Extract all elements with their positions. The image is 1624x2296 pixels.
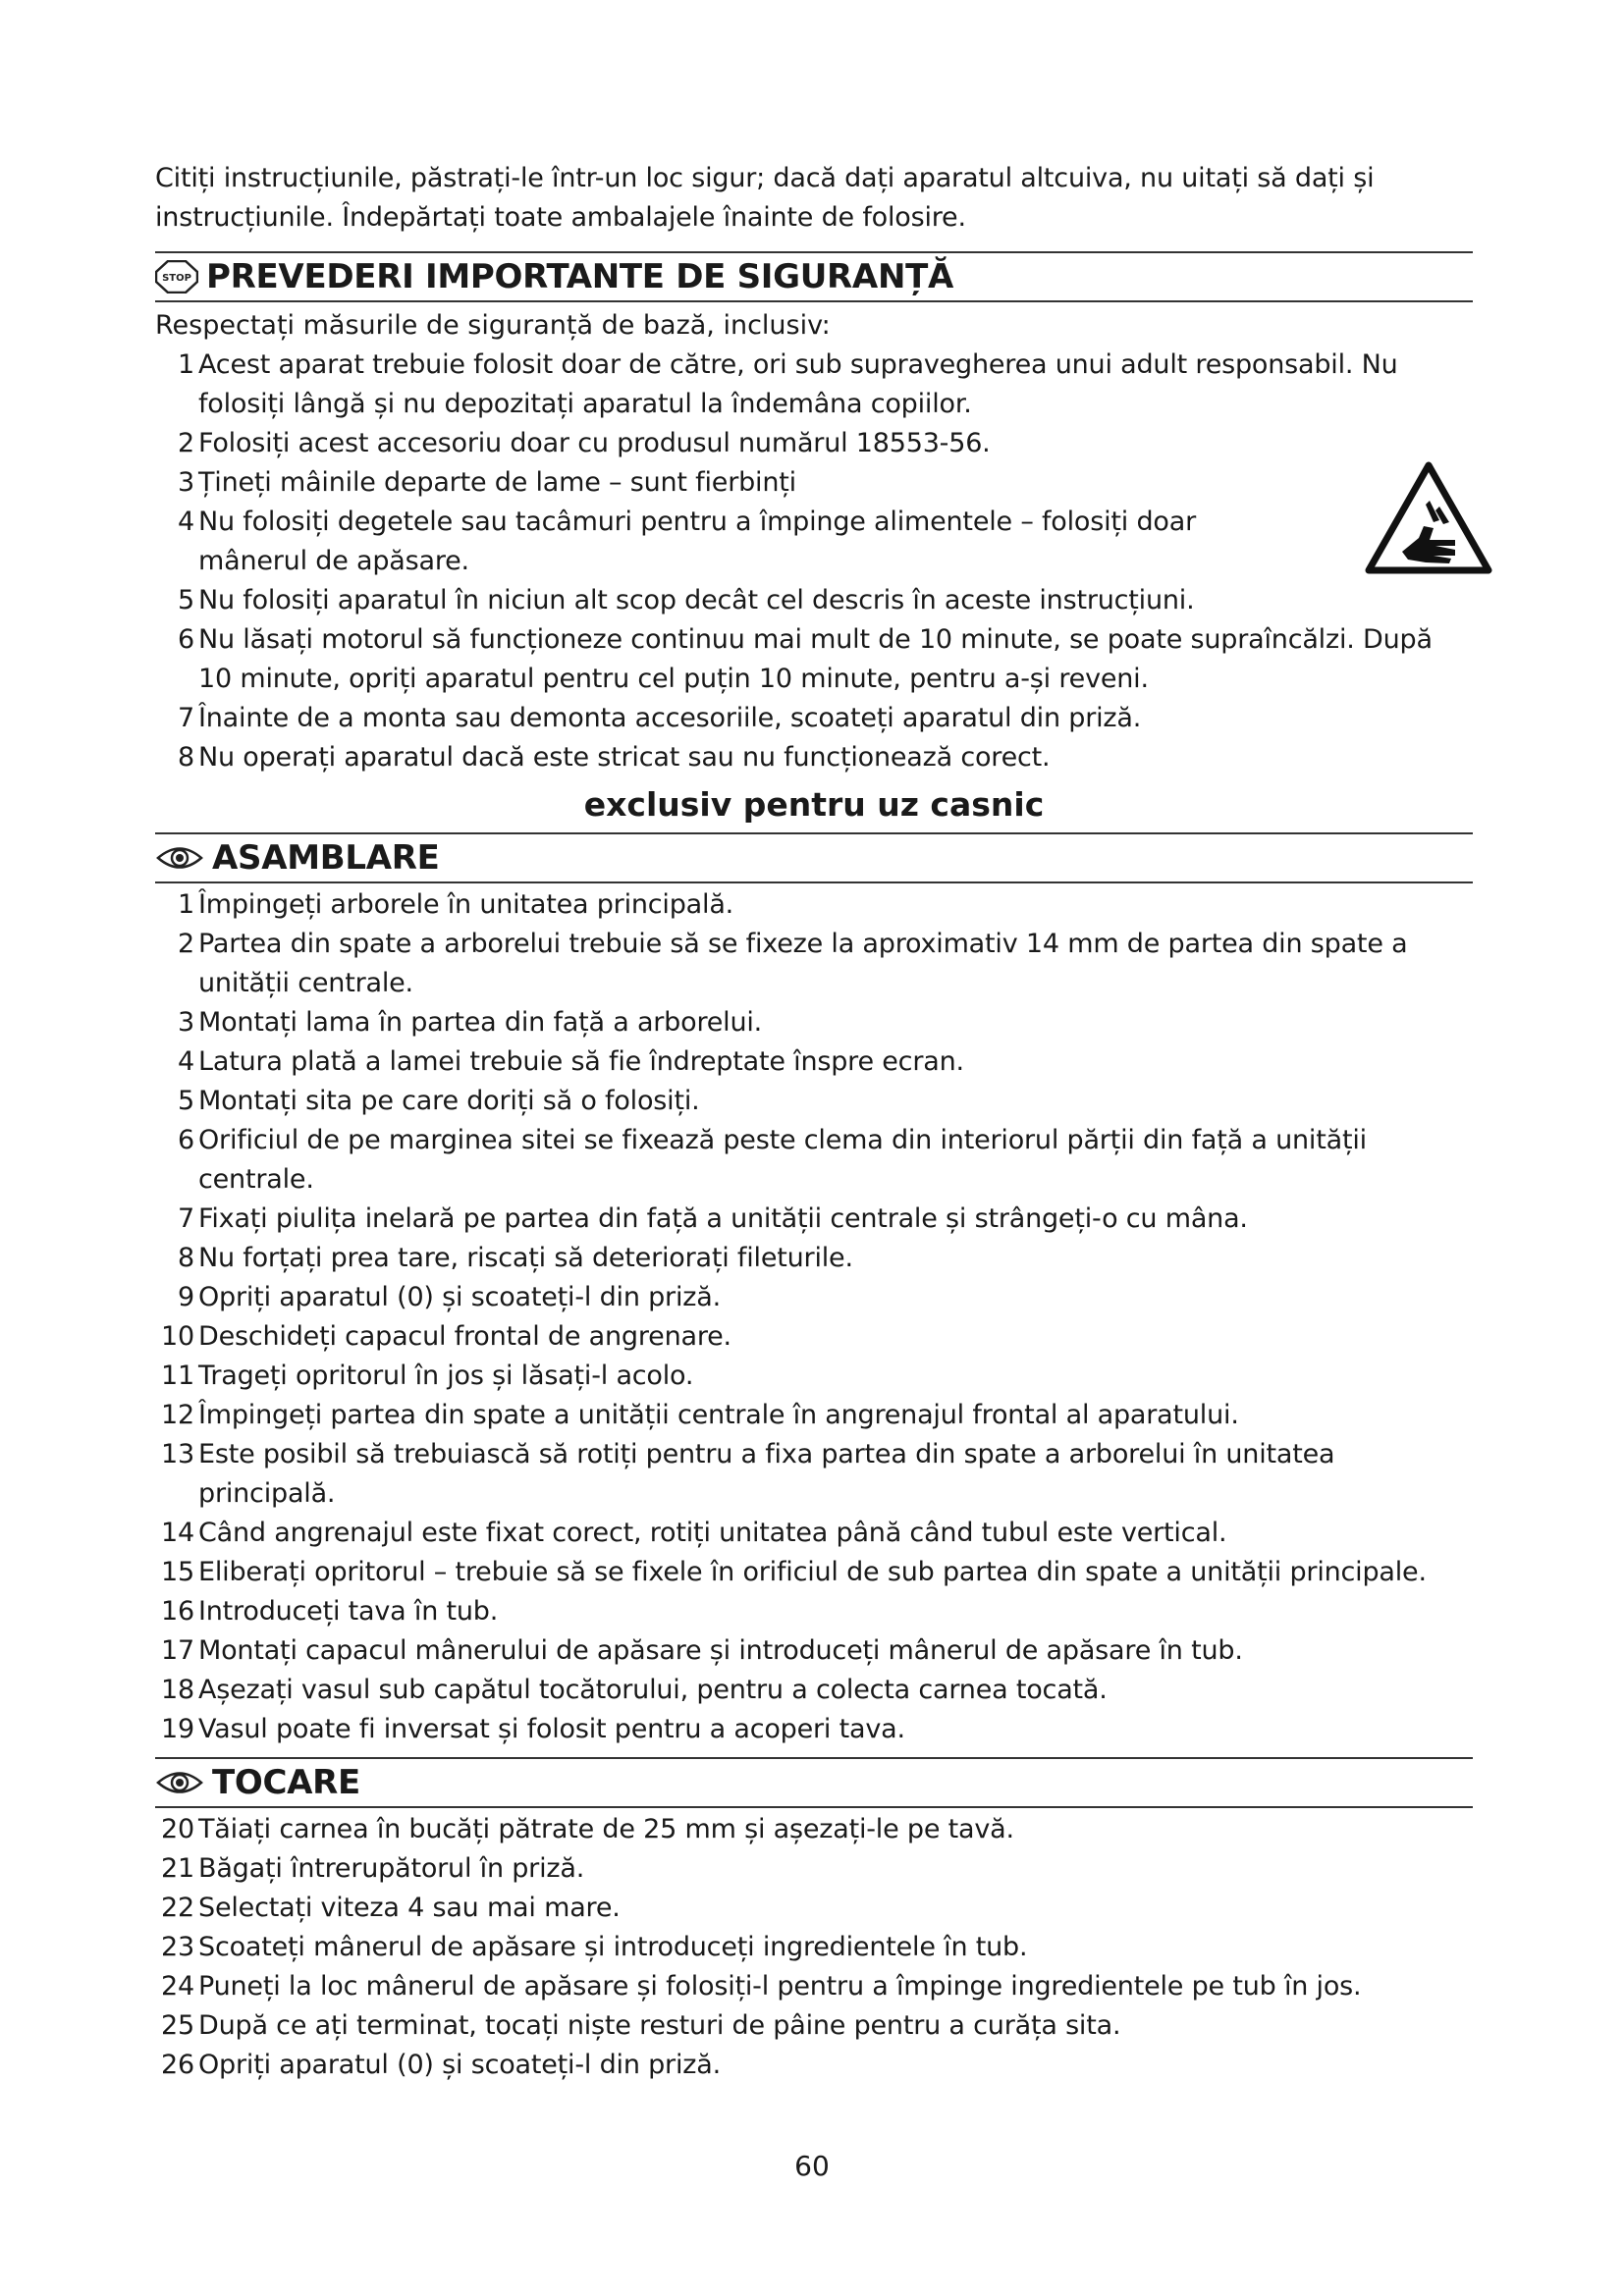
- list-item: [155, 925, 1473, 1003]
- item-text: Nu forțați prea tare, riscați să deteriorați fileturile.: [198, 1243, 853, 1273]
- item-number: 13: [161, 1439, 194, 1469]
- list-item: [155, 503, 1473, 581]
- page-content: [155, 159, 1473, 2085]
- list-item: [155, 1810, 1473, 1849]
- list-item: [155, 1357, 1473, 1396]
- list-item: [155, 1671, 1473, 1710]
- list-item: [155, 1396, 1473, 1435]
- item-number: 12: [161, 1400, 194, 1430]
- item-number: 16: [161, 1596, 194, 1627]
- item-number: 14: [161, 1518, 194, 1548]
- safety-title: PREVEDERI IMPORTANTE DE SIGURANȚĂ: [206, 257, 954, 296]
- list-item: [155, 424, 1473, 463]
- list-item: [155, 2006, 1473, 2046]
- item-text: Băgați întrerupătorul în priză.: [198, 1853, 585, 1884]
- item-text: Scoateți mânerul de apăsare și introduceți ingredientele în tub.: [198, 1932, 1028, 1962]
- item-text: Latura plată a lamei trebuie să fie îndreptate înspre ecran.: [198, 1046, 964, 1077]
- item-text: Nu operați aparatul dacă este stricat sau nu funcționează corect.: [198, 742, 1051, 773]
- list-item: [155, 346, 1473, 424]
- item-text: Puneți la loc mânerul de apăsare și folosiți-l pentru a împinge ingredientele pe tub în jos.: [198, 1971, 1362, 2002]
- item-text: Acest aparat trebuie folosit doar de către, ori sub supravegherea unui adult responsabil. Nu folosiți lângă și nu depozitați aparatul la îndemâna copiilor.: [198, 349, 1398, 419]
- item-text: Țineți mâinile departe de lame – sunt fierbinți: [198, 467, 796, 498]
- intro-paragraph: Citiți instrucțiunile, păstrați-le într-un loc sigur; dacă dați aparatul altcuiva, nu uitați să dați și instrucțiunile. Îndepărtați toate ambalajele înainte de folosire.: [155, 163, 1375, 233]
- list-item: [155, 1003, 1473, 1042]
- item-text: Vasul poate fi inversat și folosit pentru a acoperi tava.: [198, 1714, 905, 1744]
- list-item: [155, 1710, 1473, 1749]
- item-number: 7: [178, 1203, 194, 1234]
- item-number: 9: [178, 1282, 194, 1312]
- mincing-list: [155, 1810, 1473, 2085]
- item-text: Deschideți capacul frontal de angrenare.: [198, 1321, 731, 1352]
- item-text: Înainte de a monta sau demonta accesoriile, scoateți aparatul din priză.: [198, 703, 1142, 733]
- item-number: 6: [178, 624, 194, 655]
- mincing-heading: [155, 1757, 1473, 1808]
- list-item: [155, 1849, 1473, 1889]
- item-number: 2: [178, 428, 194, 458]
- assembly-heading: [155, 832, 1473, 883]
- item-text: Partea din spate a arborelui trebuie să se fixeze la aproximativ 14 mm de partea din spate a unității centrale.: [198, 929, 1408, 998]
- item-text: Nu folosiți degetele sau tacâmuri pentru a împinge alimentele – folosiți doar mânerul de apăsare.: [198, 507, 1196, 576]
- item-number: 4: [178, 507, 194, 537]
- list-item: [155, 1200, 1473, 1239]
- list-item: [155, 885, 1473, 925]
- item-text: Împingeți arborele în unitatea principală.: [198, 889, 734, 920]
- list-item: [155, 1278, 1473, 1317]
- assembly-list: [155, 885, 1473, 1749]
- item-text: Trageți opritorul în jos și lăsați-l acolo.: [198, 1361, 694, 1391]
- item-text: Fixați piulița inelară pe partea din față a unității centrale și strângeți-o cu mâna.: [198, 1203, 1248, 1234]
- item-number: 10: [161, 1321, 194, 1352]
- stop-icon: [155, 260, 198, 294]
- item-number: 3: [178, 467, 194, 498]
- item-number: 23: [161, 1932, 194, 1962]
- list-item: [155, 1042, 1473, 1082]
- item-number: 22: [161, 1893, 194, 1923]
- item-number: 26: [161, 2050, 194, 2080]
- item-number: 1: [178, 889, 194, 920]
- item-number: 17: [161, 1635, 194, 1666]
- item-text: Montați sita pe care doriți să o folosiți.: [198, 1086, 700, 1116]
- list-item: [155, 1435, 1473, 1514]
- item-number: 19: [161, 1714, 194, 1744]
- domestic-use-note: exclusiv pentru uz casnic: [583, 785, 1045, 824]
- item-number: 25: [161, 2010, 194, 2041]
- list-item: [155, 699, 1473, 738]
- safety-subtitle: Respectați măsurile de siguranță de bază, inclusiv:: [155, 310, 831, 341]
- item-text: Selectați viteza 4 sau mai mare.: [198, 1893, 621, 1923]
- svg-text:STOP: STOP: [162, 273, 191, 284]
- item-text: Eliberați opritorul – trebuie să se fixele în orificiul de sub partea din spate a unității principale.: [198, 1557, 1427, 1587]
- safety-heading: [155, 251, 1473, 302]
- list-item: [155, 1317, 1473, 1357]
- list-item: [155, 1889, 1473, 1928]
- safety-list-wrapper: [155, 346, 1473, 777]
- item-number: 21: [161, 1853, 194, 1884]
- mincing-title: TOCARE: [212, 1763, 360, 1802]
- list-item: [155, 1514, 1473, 1553]
- item-text: Împingeți partea din spate a unității centrale în angrenajul frontal al aparatului.: [198, 1400, 1239, 1430]
- item-number: 8: [178, 1243, 194, 1273]
- list-item: [155, 1631, 1473, 1671]
- item-text: Montați lama în partea din față a arborelui.: [198, 1007, 763, 1038]
- item-number: 8: [178, 742, 194, 773]
- item-text: Așezați vasul sub capătul tocătorului, pentru a colecta carnea tocată.: [198, 1675, 1108, 1705]
- item-text: Este posibil să trebuiască să rotiți pentru a fixa partea din spate a arborelui în unitatea principală.: [198, 1439, 1335, 1509]
- assembly-title: ASAMBLARE: [212, 838, 440, 878]
- page-number: 60: [794, 2150, 830, 2182]
- item-number: 4: [178, 1046, 194, 1077]
- item-number: 24: [161, 1971, 194, 2002]
- item-text: Tăiați carnea în bucăți pătrate de 25 mm și așezați-le pe tavă.: [198, 1814, 1014, 1844]
- eye-icon: [155, 843, 204, 873]
- item-text: Montați capacul mânerului de apăsare și introduceți mânerul de apăsare în tub.: [198, 1635, 1243, 1666]
- item-text: Opriți aparatul (0) și scoateți-l din priză.: [198, 1282, 721, 1312]
- list-item: [155, 1121, 1473, 1200]
- item-number: 2: [178, 929, 194, 959]
- item-text: Orificiul de pe marginea sitei se fixează peste clema din interiorul părții din față a unității centrale.: [198, 1125, 1367, 1195]
- list-item: [155, 620, 1473, 699]
- item-number: 15: [161, 1557, 194, 1587]
- list-item: [155, 463, 1473, 503]
- list-item: [155, 1592, 1473, 1631]
- list-item: [155, 738, 1473, 777]
- item-text: Nu folosiți aparatul în niciun alt scop decât cel descris în aceste instrucțiuni.: [198, 585, 1195, 615]
- item-number: 6: [178, 1125, 194, 1155]
- list-item: [155, 1239, 1473, 1278]
- item-text: Când angrenajul este fixat corect, rotiți unitatea până când tubul este vertical.: [198, 1518, 1227, 1548]
- list-item: [155, 1553, 1473, 1592]
- item-text: Introduceți tava în tub.: [198, 1596, 499, 1627]
- item-text: Nu lăsați motorul să funcționeze continuu mai mult de 10 minute, se poate supraîncălzi. După 10 minute, opriți aparatul pentru cel puțin 10 minute, pentru a-și reveni.: [198, 624, 1433, 694]
- item-text: Opriți aparatul (0) și scoateți-l din priză.: [198, 2050, 721, 2080]
- item-number: 5: [178, 1086, 194, 1116]
- item-number: 1: [178, 349, 194, 380]
- item-text: După ce ați terminat, tocați niște resturi de pâine pentru a curăța sita.: [198, 2010, 1121, 2041]
- item-number: 20: [161, 1814, 194, 1844]
- eye-icon: [155, 1768, 204, 1797]
- hand-cut-warning-icon: [1365, 461, 1492, 574]
- item-number: 7: [178, 703, 194, 733]
- list-item: [155, 581, 1473, 620]
- item-number: 11: [161, 1361, 194, 1391]
- item-number: 18: [161, 1675, 194, 1705]
- item-text: Folosiți acest accesoriu doar cu produsul numărul 18553-56.: [198, 428, 991, 458]
- list-item: [155, 1967, 1473, 2006]
- list-item: [155, 1082, 1473, 1121]
- safety-list: [155, 346, 1473, 777]
- list-item: [155, 1928, 1473, 1967]
- item-number: 5: [178, 585, 194, 615]
- list-item: [155, 2046, 1473, 2085]
- item-number: 3: [178, 1007, 194, 1038]
